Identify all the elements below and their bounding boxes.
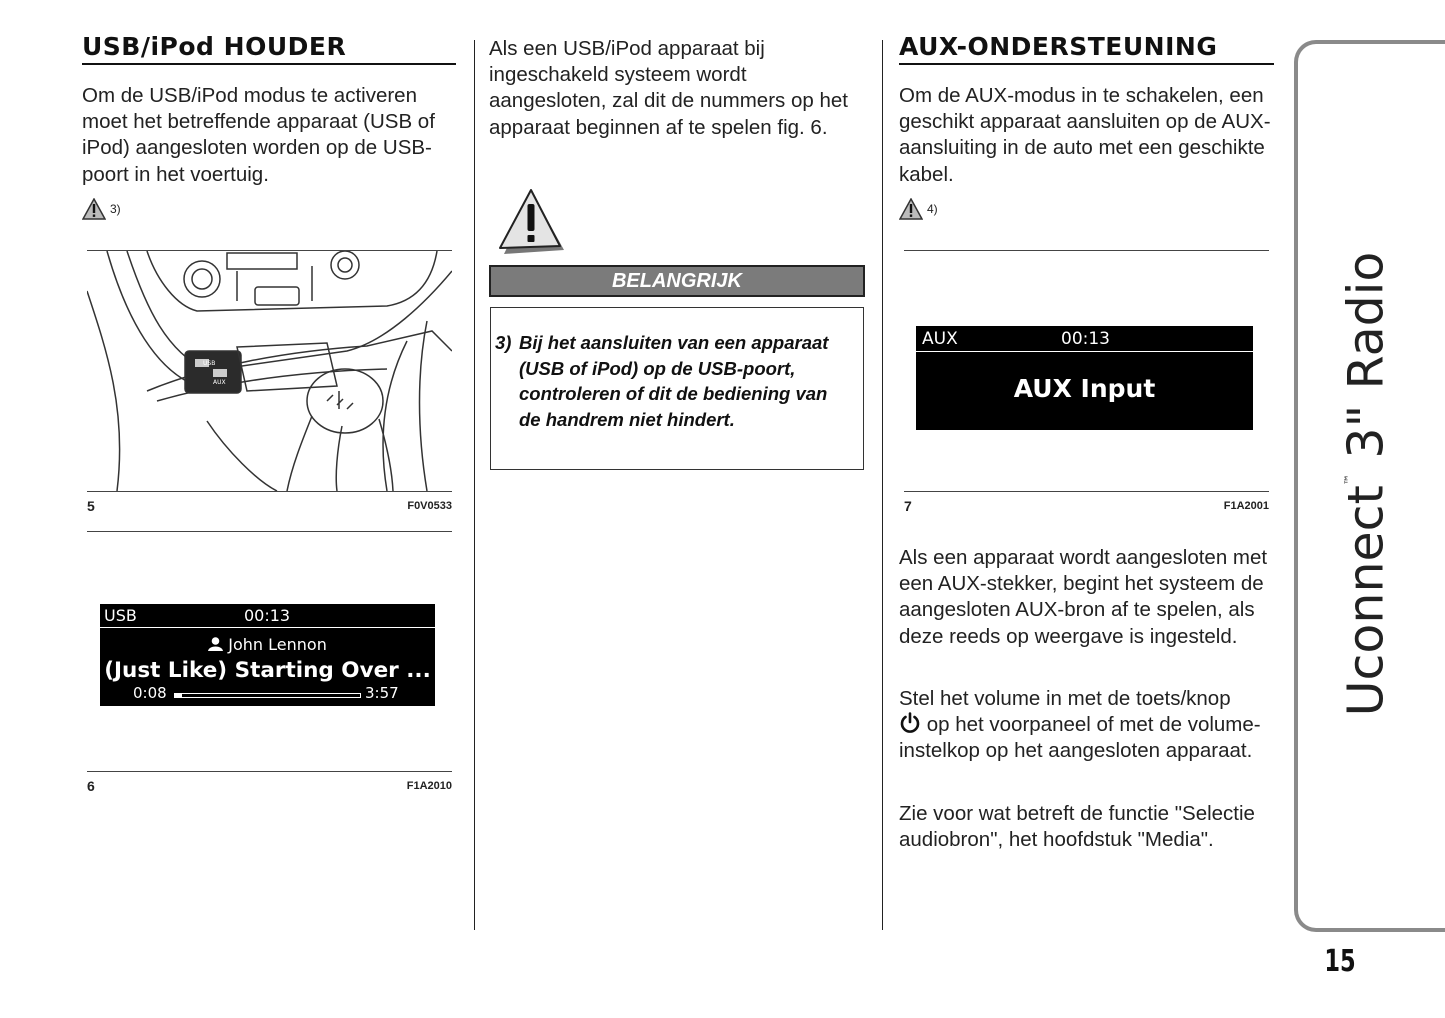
total-time: 3:57	[365, 684, 399, 702]
fig5-usb-label: USB	[203, 360, 216, 367]
aux-screen	[916, 326, 1253, 430]
page-number: 15	[1324, 944, 1356, 979]
column-divider	[882, 40, 883, 930]
heading-rule	[899, 63, 1274, 65]
media-reference-paragraph: Zie voor wat betreft de functie "Selectie audiobron", het hoofdstuk "Media".	[899, 802, 1255, 852]
figure-5-code: F0V0533	[407, 500, 452, 512]
usb-intro-paragraph: Om de USB/iPod modus te activeren moet het betreffende apparaat (USB of iPod) aangesloten worden op de USB-poort in het voertuig.	[82, 84, 435, 186]
figure-bottom-rule	[904, 491, 1269, 492]
aux-intro-paragraph: Om de AUX-modus in te schakelen, een geschikt apparaat aansluiten op de AUX-aansluiting in de auto met een geschikte kabel.	[899, 84, 1271, 186]
volume-text-end: op het voorpaneel of met de volume-instelkop op het aangesloten apparaat.	[899, 713, 1261, 763]
artist-row	[100, 635, 435, 654]
chapter-title-main: Uconnect	[1337, 485, 1395, 717]
progress-fill	[175, 694, 182, 697]
screen-clock: 00:13	[1061, 329, 1110, 349]
figure-7-code: F1A2001	[1223, 500, 1269, 512]
figure-6-code: F1A2010	[406, 780, 452, 792]
warning-reference	[82, 198, 121, 220]
chapter-title-sub: 3" Radio	[1337, 251, 1395, 475]
figure-bottom-rule	[87, 491, 452, 492]
power-knob-icon	[899, 712, 921, 734]
figure-bottom-rule	[87, 771, 452, 772]
aux-heading: AUX-ONDERSTEUNING	[899, 32, 1218, 61]
console-illustration	[87, 251, 452, 491]
notice-number: 3)	[495, 332, 512, 353]
track-title: (Just Like) Starting Over ...	[104, 658, 431, 683]
figure-top-rule	[87, 531, 452, 532]
progress-bar	[174, 693, 361, 698]
notice-box	[490, 307, 864, 470]
usb-connect-paragraph: Als een USB/iPod apparaat bij ingeschakeld systeem wordt aangesloten, zal dit de nummers op het apparaat beginnen af te spelen fig. 6.	[489, 37, 848, 139]
screen-divider	[100, 627, 435, 628]
column-divider	[474, 40, 475, 930]
figure-6-number: 6	[87, 778, 95, 794]
screen-clock: 00:13	[244, 606, 291, 625]
screen-divider	[916, 351, 1253, 352]
heading-rule	[82, 63, 456, 65]
chapter-title	[1338, 252, 1395, 717]
fig5-aux-label: AUX	[213, 379, 226, 386]
warning-reference	[899, 198, 938, 220]
warning-ref-number: 4)	[927, 202, 938, 216]
usb-ipod-heading: USB/iPod HOUDER	[82, 32, 347, 61]
warning-ref-number: 3)	[110, 202, 121, 216]
elapsed-time: 0:08	[133, 684, 167, 702]
figure-5-number: 5	[87, 498, 95, 514]
warning-triangle-icon	[496, 188, 566, 258]
screen-source-label: USB	[104, 606, 137, 625]
figure-top-rule	[904, 250, 1269, 251]
figure-7-number: 7	[904, 498, 912, 514]
notice-title-bar	[489, 265, 865, 297]
notice-text: Bij het aansluiten van een apparaat (USB of iPod) op de USB-poort, controleren of dit de bediening van de handrem niet hindert.	[519, 332, 829, 430]
screen-source-label: AUX	[922, 329, 958, 349]
person-icon	[208, 637, 223, 651]
warning-icon	[899, 198, 923, 220]
usb-player-screen	[100, 604, 435, 706]
notice-title: BELANGRIJK	[611, 270, 742, 292]
aux-input-label: AUX Input	[1013, 374, 1156, 403]
artist-name: John Lennon	[228, 635, 327, 654]
volume-text-start: Stel het volume in met de toets/knop	[899, 687, 1231, 710]
warning-icon	[82, 198, 106, 220]
volume-paragraph	[899, 686, 1283, 765]
aux-playback-paragraph: Als een apparaat wordt aangesloten met een AUX-stekker, begint het systeem de aangesloten AUX-bron af te spelen, als deze reeds op weergave is ingesteld.	[899, 546, 1268, 648]
trademark-mark: ™	[1342, 474, 1356, 486]
